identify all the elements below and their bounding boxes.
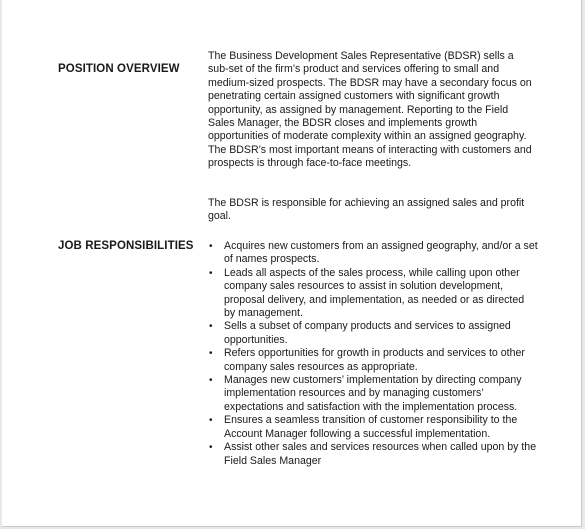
bullet-icon: • [209,267,213,279]
responsibilities-list [208,240,538,468]
list-item-text: Refers opportunities for growth in products and services to other company sales resources as appropriate. [224,347,525,373]
list-item [208,320,538,347]
bullet-icon: • [209,348,213,360]
list-item-text: Assist other sales and services resources when called upon by the Field Sales Manager [224,441,537,467]
list-item [208,374,538,414]
position-overview-paragraph: The Business Development Sales Representative (BDSR) sells a sub-set of the firm’s product and services offering to small and medium-sized prospects. The BDSR may have a secondary focus on penetrating certain assigned customers with significant growth opportunity, as assigned by management. Reporting to the Field Sales Manager, the BDSR closes and implements growth opportunities of moderate complexity within an assigned geography. The BDSR’s most important means of interacting with customers and prospects is through face-to-face meetings. [208,50,532,170]
list-item [208,267,538,321]
list-item-text: Sells a subset of company products and services to assigned opportunities. [224,320,511,346]
position-overview-heading: POSITION OVERVIEW [58,63,180,75]
list-item [208,441,538,468]
bullet-icon: • [209,442,213,454]
list-item [208,347,538,374]
job-responsibilities-heading: JOB RESPONSIBILITIES [58,240,194,252]
bullet-icon: • [209,321,213,333]
bullet-icon: • [209,415,213,427]
document-page [2,0,582,527]
list-item-text: Leads all aspects of the sales process, while calling upon other company sales resources to assist in solution development, proposal delivery, and implementation, as needed or as directed by management. [224,266,525,320]
position-overview-goal-paragraph: The BDSR is responsible for achieving an assigned sales and profit goal. [208,197,525,223]
list-item-text: Manages new customers’ implementation by directing company implementation resources and by managing customers’ expectations and satisfaction with the implementation process. [224,374,522,413]
list-item [208,240,538,267]
bullet-icon: • [209,241,213,252]
list-item-text: Ensures a seamless transition of customer responsibility to the Account Manager following a successful implementation. [224,414,518,440]
list-item [208,414,538,441]
list-item-text: Acquires new customers from an assigned geography, and/or a set of names prospects. [224,240,538,266]
bullet-icon: • [209,375,213,387]
